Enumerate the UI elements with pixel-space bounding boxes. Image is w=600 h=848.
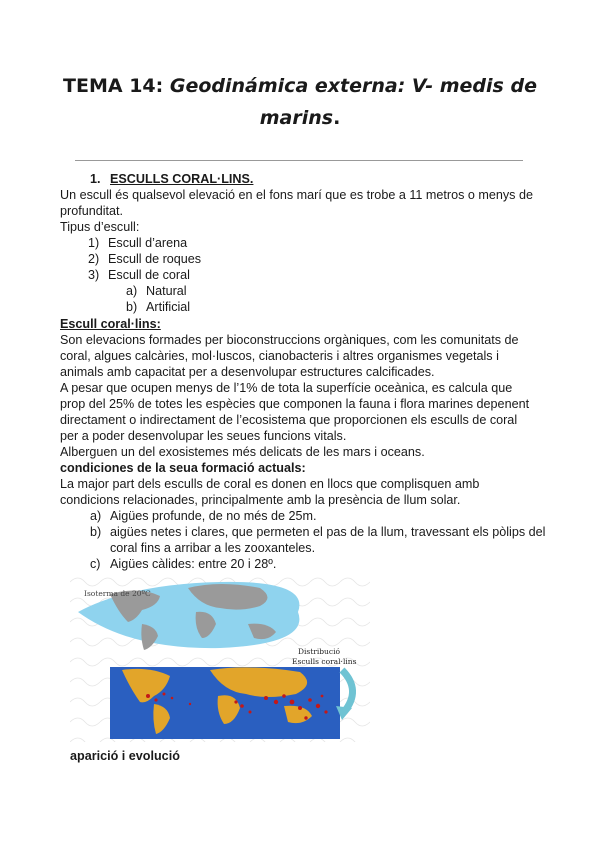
list-marker: a) [126,284,138,298]
list-marker: 2) [88,252,100,266]
paragraph-line: directament o indirectament de l’ecosistema que proporcionen els esculls de coral [60,413,518,427]
list-marker: b) [126,300,138,314]
paragraph-line: condicions relacionades, principalmente amb la presència de llum solar. [60,493,461,507]
paragraph-line: La major part dels esculls de coral es donen en llocs que complisquen amb [60,477,480,491]
list-marker: a) [90,509,102,523]
list-marker: 1) [88,236,100,250]
page-title [60,70,540,134]
list-text: Natural [146,284,187,298]
list-item [126,299,190,315]
paragraph-line: A pesar que ocupen menys de l’1% de tota la superfície oceànica, es calcula que [60,381,513,395]
list-item [88,267,190,283]
list-marker: b) [90,525,102,539]
intro-line: Un escull és qualsevol elevació en el fons marí que es trobe a 11 metros o menys de [60,188,533,202]
list-text: Aigües càlides: entre 20 i 28º. [110,557,277,571]
title-end: . [333,107,341,129]
next-heading: aparició i evolució [70,749,180,763]
section-number: 1. [90,172,101,186]
paragraph-line: coral, algues calcàries, mol·luscos, cianobacteris i altres organismes vegetals i [60,349,499,363]
list-item [126,283,187,299]
intro-line: profunditat. [60,204,124,218]
list-text: Escull d’arena [108,236,188,250]
list-marker: c) [90,557,101,571]
title-emphasis: Geodinámica externa: V- medis de [169,75,537,97]
condition-item [90,508,317,524]
title-emphasis-line2: marins [259,107,334,129]
distribution-label: Distribució [298,647,341,656]
list-text: Escull de roques [108,252,202,266]
paragraph-line: per a poder desenvolupar les seues funcions vitals. [60,429,347,443]
list-marker: 3) [88,268,100,282]
list-text: aigües netes i clares, que permeten el pas de la llum, travessant els pòlips del [110,525,546,539]
list-text: Escull de coral [108,268,190,282]
condition-item [90,524,545,540]
title-prefix: TEMA 14: [63,75,170,97]
conditions-heading: condiciones de la seua formació actuals: [60,461,306,475]
paragraph-line: animals amb capacitat per a desenvolupar estructures calcificades. [60,365,435,379]
paragraph-line: Son elevacions formades per bioconstruccions orgàniques, com les comunitats de [60,333,519,347]
paragraph-line: Alberguen un del exosistemes més delicats de les mars i oceans. [60,445,425,459]
condition-continuation: coral fins a arribar a les zooxanteles. [110,541,316,555]
horizontal-rule [75,160,523,161]
list-text: Artificial [146,300,191,314]
list-item [88,235,187,251]
coral-map-image [70,572,370,742]
subsection-heading: Escull coral·lins: [60,317,161,331]
distribution-label: Esculls coral·lins [292,657,357,666]
section-title: ESCULLS CORAL·LINS. [110,172,254,186]
list-item [88,251,201,267]
section-heading [90,171,253,187]
list-text: Aigües profunde, de no més de 25m. [110,509,317,523]
condition-item [90,556,276,572]
paragraph-line: prop del 25% de totes les espècies que componen la fauna i flora marines depenent [60,397,530,411]
types-label: Tipus d’escull: [60,220,140,234]
isotherm-label: Isoterma de 20ºC [84,589,151,598]
coral-distribution-figure [70,572,370,742]
